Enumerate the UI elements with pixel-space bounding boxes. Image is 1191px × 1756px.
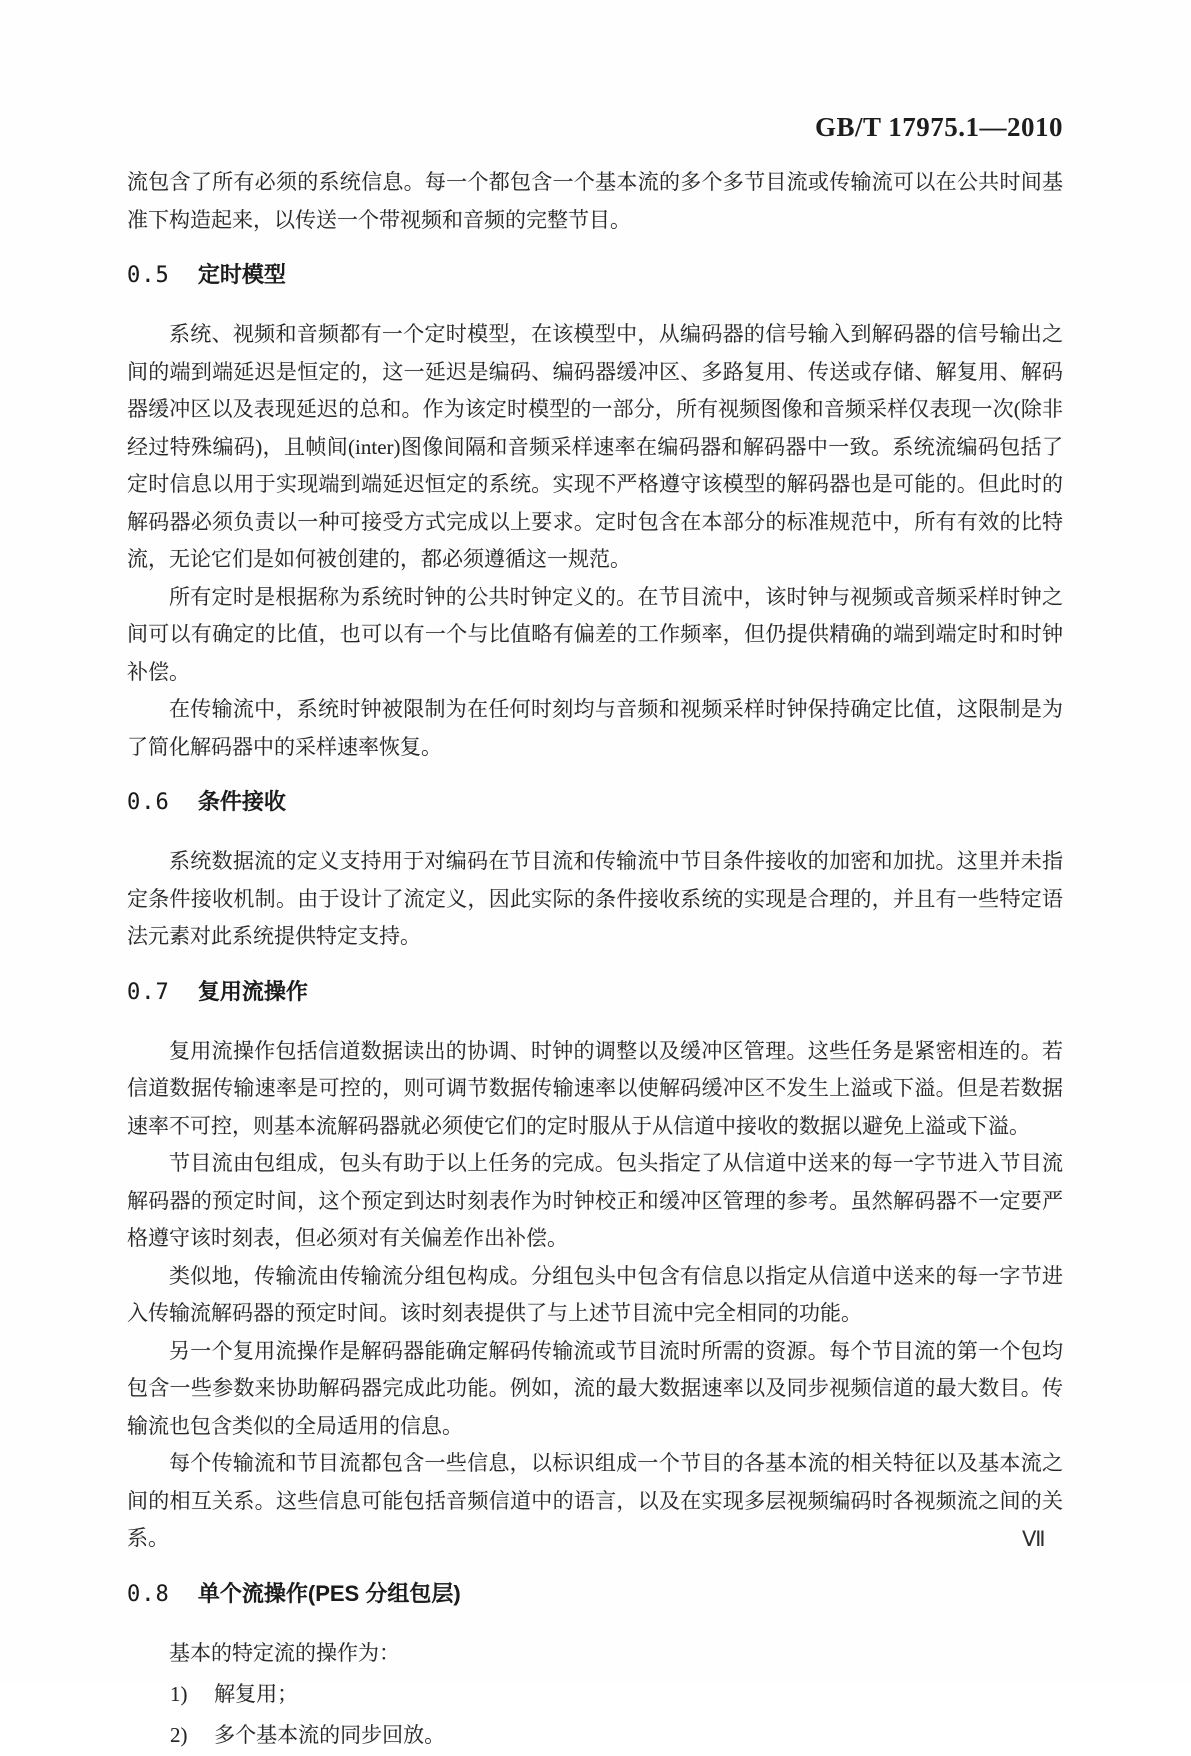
paragraph: 类似地，传输流由传输流分组包构成。分组包头中包含有信息以指定从信道中送来的每一字节进入传输流解码器的预定时间。该时刻表提供了与上述节目流中完全相同的功能。 [127,1263,1063,1325]
intro-paragraph: 流包含了所有必须的系统信息。每一个都包含一个基本流的多个多节目流或传输流可以在公共时间基准下构造起来，以传送一个带视频和音频的完整节目。 [127,170,1063,232]
standard-number: GB/T 17975.1—2010 [814,112,1063,142]
paragraph: 所有定时是根据称为系统时钟的公共时钟定义的。在节目流中，该时钟与视频或音频采样时钟之间可以有确定的比值，也可以有一个与比值略有偏差的工作频率，但仍提供精确的端到端定时和时钟补偿。 [127,584,1063,684]
section-title: 条件接收 [197,789,286,814]
list-text: 多个基本流的同步回放。 [214,1723,446,1747]
running-header [127,112,1063,142]
section-title: 复用流操作 [197,978,308,1004]
paragraph: 系统、视频和音频都有一个定时模型，在该模型中，从编码器的信号输入到解码器的信号输出之间的端到端延迟是恒定的，这一延迟是编码、编码器缓冲区、多路复用、传送或存储、解复用、解码器缓冲区以及表现延迟的总和。作为该定时模型的一部分，所有视频图像和音频采样仅表现一次(除非经过特殊编码)，且帧间(inter)图像间隔和音频采样速率在编码器和解码器中一致。系统流编码包括了定时信息以用于实现端到端延迟恒定的系统。实现不严格遵守该模型的解码器也是可能的。但此时的解码器必须负责以一种可接受方式完成以上要求。定时包含在本部分的标准规范中，所有有效的比特流，无论它们是如何被创建的，都必须遵循这一规范。 [127,322,1063,571]
page-number: Ⅶ [1022,1527,1047,1551]
section-number: 0.6 [127,790,170,815]
ordered-list [127,1674,1063,1756]
paragraph: 另一个复用流操作是解码器能确定解码传输流或节目流时所需的资源。每个节目流的第一个包均包含一些参数来协助解码器完成此功能。例如，流的最大数据速率以及同步视频信道的最大数目。传输流也包含类似的全局适用的信息。 [127,1338,1063,1438]
section-number: 0.5 [127,263,170,288]
paragraph: 基本的特定流的操作为： [169,1640,400,1665]
section-number: 0.7 [127,979,170,1005]
list-marker: 2) [170,1723,188,1747]
section-title: 单个流操作(PES 分组包层) [197,1580,461,1606]
section-title: 定时模型 [197,262,286,287]
section-heading-0-8 [127,1579,1063,1610]
section-heading-0-5 [127,260,1063,291]
section-number: 0.8 [127,1581,170,1607]
list-text: 解复用； [214,1682,299,1706]
section-heading-0-7 [127,977,1063,1008]
list-item [127,1715,1063,1756]
paragraph: 每个传输流和节目流都包含一些信息，以标识组成一个节目的各基本流的相关特征以及基本流之间的相互关系。这些信息可能包括音频信道中的语言，以及在实现多层视频编码时各视频流之间的关系。 [127,1451,1063,1550]
section-heading-0-6 [127,787,1063,818]
paragraph: 复用流操作包括信道数据读出的协调、时钟的调整以及缓冲区管理。这些任务是紧密相连的。若信道数据传输速率是可控的，则可调节数据传输速率以使解码缓冲区不发生上溢或下溢。但是若数据速率不可控，则基本流解码器就必须使它们的定时服从于从信道中接收的数据以避免上溢或下溢。 [127,1038,1063,1138]
list-marker: 1) [170,1682,188,1706]
paragraph: 系统数据流的定义支持用于对编码在节目流和传输流中节目条件接收的加密和加扰。这里并未指定条件接收机制。由于设计了流定义，因此实际的条件接收系统的实现是合理的，并且有一些特定语法元素对此系统提供特定支持。 [127,849,1063,948]
paragraph: 节目流由包组成，包头有助于以上任务的完成。包头指定了从信道中送来的每一字节进入节目流解码器的预定时间，这个预定到达时刻表作为时钟校正和缓冲区管理的参考。虽然解码器不一定要严格遵守该时刻表，但必须对有关偏差作出补偿。 [127,1151,1063,1250]
paragraph: 在传输流中，系统时钟被限制为在任何时刻均与音频和视频采样时钟保持确定比值，这限制是为了简化解码器中的采样速率恢复。 [127,697,1063,759]
list-item [127,1674,1063,1715]
